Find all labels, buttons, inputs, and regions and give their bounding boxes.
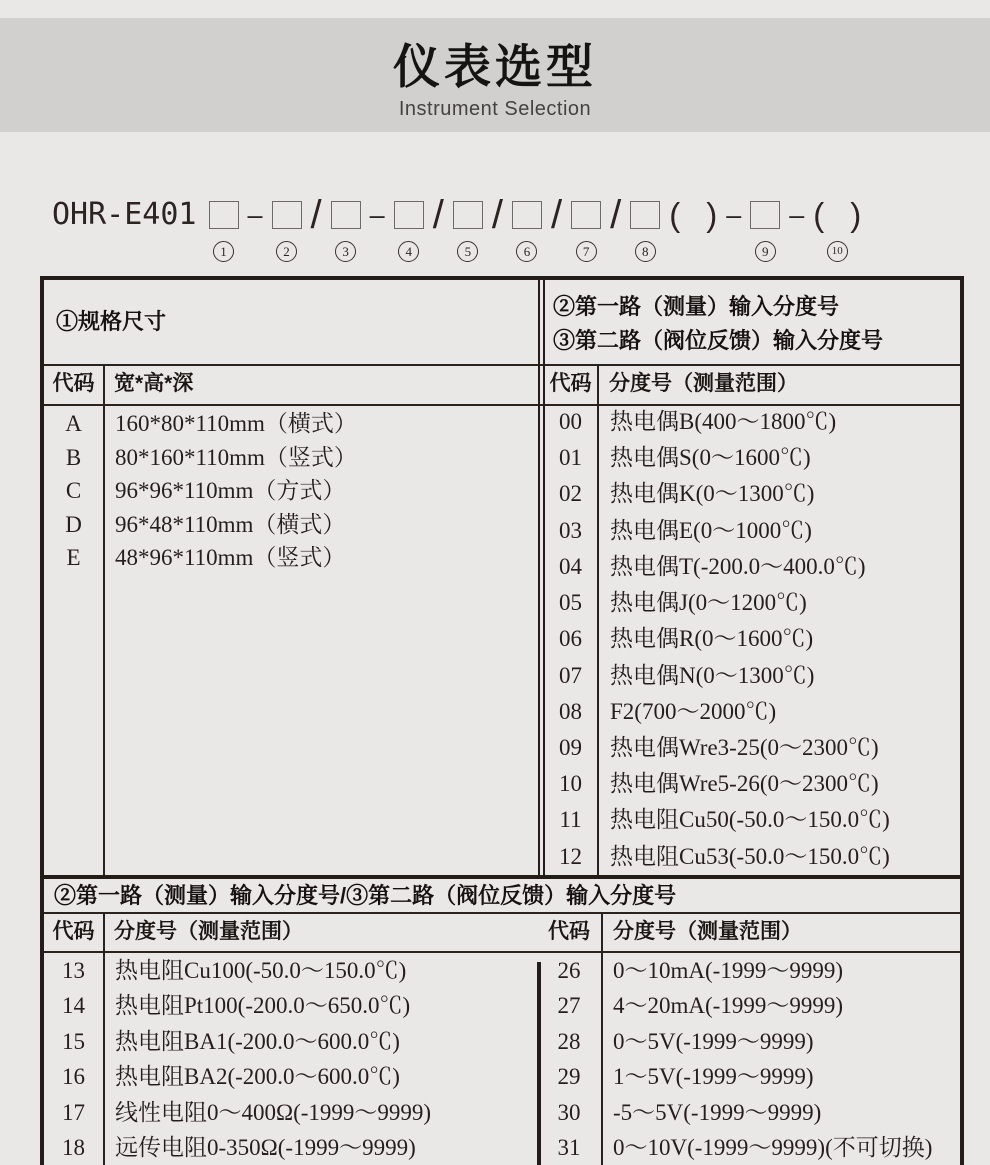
code-box	[512, 201, 542, 229]
model-code-line	[52, 192, 862, 262]
position-number-circle: 7	[576, 241, 597, 262]
row-code: 16	[62, 1064, 85, 1090]
row-code: 11	[559, 807, 582, 833]
separator-dash	[789, 201, 804, 229]
row-code: 27	[557, 993, 581, 1019]
size-section-header: ①规格尺寸	[56, 309, 167, 334]
position-number-circle: 5	[457, 241, 478, 262]
page-title: 仪表选型	[393, 40, 597, 93]
row-code: B	[65, 444, 82, 470]
row-code: 04	[559, 553, 582, 579]
row-value: 96*96*110mm（方式）	[115, 478, 346, 503]
paren-glyph: (	[813, 196, 825, 233]
row-code: 01	[559, 445, 582, 471]
position-number-circle: 3	[335, 241, 356, 262]
input-rows	[544, 404, 960, 875]
model-box-4	[394, 201, 424, 262]
bottom-left-value-col-header: 分度号（测量范围）	[114, 920, 303, 943]
row-code: 12	[559, 843, 582, 869]
row-code: 13	[62, 958, 85, 983]
position-number-circle: 4	[398, 241, 419, 262]
row-code: 18	[62, 1134, 85, 1160]
row-code: 15	[62, 1028, 85, 1054]
paren-glyph: )	[850, 196, 862, 233]
row-value: 线性电阻0～400Ω(-1999～9999)	[115, 1099, 432, 1125]
row-value: 0～10mA(-1999～9999)	[613, 958, 843, 983]
bottom-right-rows	[537, 953, 960, 1165]
table-row	[44, 407, 538, 441]
paren-glyph: (	[669, 196, 681, 233]
model-parens-10	[813, 196, 862, 262]
bottom-left-code-col-header: 代码	[52, 920, 95, 943]
row-value: 远传电阻0-350Ω(-1999～9999)	[115, 1134, 416, 1160]
separator-glyph: /	[432, 192, 444, 237]
model-prefix: OHR-E401	[52, 197, 197, 232]
row-value: 热电偶J(0～1200℃)	[610, 590, 807, 616]
separator-glyph: /	[491, 192, 503, 237]
row-value: 热电阻BA2(-200.0～600.0℃)	[115, 1064, 400, 1090]
model-box-7	[571, 201, 601, 262]
row-code: 14	[62, 993, 85, 1019]
position-number-circle: 6	[516, 241, 537, 262]
table-row	[537, 1095, 960, 1130]
paren-glyph: )	[706, 196, 718, 233]
row-value: 热电阻Cu50(-50.0～150.0℃)	[610, 807, 890, 833]
row-value: 热电阻BA1(-200.0～600.0℃)	[115, 1028, 400, 1054]
input-value-col-header: 分度号（测量范围）	[609, 372, 798, 395]
separator-glyph: –	[726, 199, 742, 230]
row-code: D	[65, 511, 82, 537]
separator-slash	[432, 192, 444, 237]
input-section-header-line2: ③第二路（阀位反馈）输入分度号	[553, 328, 884, 353]
separator-glyph: –	[247, 199, 263, 230]
row-value: 96*48*110mm（横式）	[115, 511, 346, 537]
title-band	[0, 18, 990, 132]
row-value: 80*160*110mm（竖式）	[115, 444, 357, 470]
input-section-header-line1: ②第一路（测量）输入分度号	[553, 294, 840, 319]
table-row	[544, 549, 960, 585]
row-value: 0～5V(-1999～9999)	[613, 1028, 814, 1054]
table-row	[544, 766, 960, 802]
model-box-5	[453, 201, 483, 262]
row-value: 热电阻Cu53(-50.0～150.0℃)	[610, 843, 890, 869]
size-code-col-header: 代码	[52, 372, 95, 395]
row-code: 09	[559, 734, 582, 760]
code-box	[630, 201, 660, 229]
separator-slash	[550, 192, 563, 237]
table-row	[44, 441, 538, 475]
input-code-col-header: 代码	[549, 372, 592, 395]
table-row	[537, 1059, 960, 1094]
row-code: 10	[559, 771, 582, 797]
row-value: 4～20mA(-1999～9999)	[613, 993, 843, 1019]
row-code: C	[65, 478, 82, 503]
row-code: 02	[559, 481, 582, 507]
code-box	[571, 201, 601, 229]
selection-table	[40, 276, 964, 1165]
row-value: 热电偶T(-200.0～400.0℃)	[610, 553, 866, 579]
row-value: 热电偶B(400～1800℃)	[610, 409, 837, 434]
table-row	[544, 802, 960, 838]
separator-dash	[726, 201, 741, 229]
table-row	[544, 694, 960, 730]
table-row	[537, 1130, 960, 1165]
table-row	[544, 476, 960, 512]
row-code: 06	[559, 626, 582, 652]
table-row	[44, 541, 538, 575]
separator-slash	[310, 192, 322, 237]
separator-dash	[248, 201, 263, 229]
input-section-header	[553, 290, 883, 358]
separator-slash	[610, 192, 622, 237]
position-number-circle: 1	[213, 241, 234, 262]
model-code-boxes	[209, 192, 862, 262]
separator-dash	[370, 201, 385, 229]
code-box	[331, 201, 361, 229]
row-code: 30	[557, 1099, 581, 1125]
model-parens	[669, 196, 718, 233]
page-subtitle: Instrument Selection	[398, 98, 592, 120]
row-value: 热电偶S(0～1600℃)	[610, 445, 811, 471]
separator-slash	[491, 192, 503, 237]
table-row	[44, 1059, 537, 1094]
row-code: 08	[559, 698, 582, 724]
row-code: 17	[62, 1099, 85, 1125]
row-value: 热电偶K(0～1300℃)	[610, 481, 815, 507]
row-code: 07	[559, 662, 582, 688]
row-value: 热电偶E(0～1000℃)	[610, 517, 812, 543]
table-row	[44, 953, 537, 988]
row-value: 热电阻Pt100(-200.0～650.0℃)	[115, 993, 411, 1019]
model-box-6	[512, 201, 542, 262]
table-row	[544, 585, 960, 621]
position-number-circle: 10	[827, 241, 848, 262]
table-row	[44, 988, 537, 1023]
row-code: 28	[557, 1028, 581, 1054]
table-row	[544, 621, 960, 657]
code-box	[750, 201, 780, 229]
position-number-circle: 8	[635, 241, 656, 262]
code-box	[272, 201, 302, 229]
table-row	[544, 839, 960, 875]
code-box	[394, 201, 424, 229]
separator-glyph: /	[550, 192, 563, 237]
row-value: 48*96*110mm（竖式）	[115, 545, 346, 570]
row-code: E	[66, 545, 81, 570]
table-row	[544, 658, 960, 694]
row-code: 26	[557, 958, 581, 983]
row-value: 热电偶N(0～1300℃)	[610, 662, 815, 688]
parentheses	[669, 196, 718, 233]
table-row	[544, 404, 960, 440]
table-row	[44, 1095, 537, 1130]
separator-glyph: –	[369, 199, 385, 230]
separator-glyph: –	[789, 199, 805, 230]
position-number-circle: 9	[755, 241, 776, 262]
table-row	[544, 440, 960, 476]
row-value: F2(700～2000℃)	[610, 698, 777, 724]
row-code: 03	[559, 517, 582, 543]
row-code: 31	[557, 1134, 581, 1160]
table-row	[537, 988, 960, 1023]
size-rows	[44, 407, 538, 575]
bottom-left-rows	[44, 953, 537, 1165]
bottom-right-code-col-header: 代码	[548, 920, 590, 943]
separator-glyph: /	[610, 192, 622, 237]
size-value-col-header: 宽*高*深	[114, 372, 194, 395]
row-value: 热电偶R(0～1600℃)	[610, 626, 814, 652]
table-row	[44, 1024, 537, 1059]
table-row	[44, 1130, 537, 1165]
row-value: 1～5V(-1999～9999)	[613, 1064, 814, 1090]
table-row	[544, 730, 960, 766]
bottom-section-header: ②第一路（测量）输入分度号/③第二路（阀位反馈）输入分度号	[54, 883, 677, 908]
table-row	[44, 508, 538, 542]
row-code: 00	[559, 409, 582, 434]
row-value: 160*80*110mm（横式）	[115, 411, 357, 436]
model-box-8	[630, 201, 660, 262]
model-box-3	[331, 201, 361, 262]
code-box	[209, 201, 239, 229]
code-box	[453, 201, 483, 229]
row-code: A	[65, 411, 82, 436]
separator-glyph: /	[310, 192, 322, 237]
table-row	[537, 1024, 960, 1059]
row-code: 05	[559, 590, 582, 616]
model-box-1	[209, 201, 239, 262]
table-row	[544, 513, 960, 549]
model-box-9	[750, 201, 780, 262]
row-code: 29	[557, 1064, 581, 1090]
row-value: -5～5V(-1999～9999)	[613, 1099, 822, 1125]
parentheses	[813, 196, 862, 233]
row-value: 热电阻Cu100(-50.0～150.0℃)	[115, 958, 407, 983]
table-row	[537, 953, 960, 988]
row-value: 热电偶Wre5-26(0～2300℃)	[610, 771, 879, 797]
row-value: 热电偶Wre3-25(0～2300℃)	[610, 734, 879, 760]
row-value: 0～10V(-1999～9999)(不可切换)	[613, 1134, 933, 1160]
table-row	[44, 474, 538, 508]
model-box-2	[272, 201, 302, 262]
bottom-right-value-col-header: 分度号（测量范围）	[613, 920, 802, 943]
position-number-circle: 2	[276, 241, 297, 262]
